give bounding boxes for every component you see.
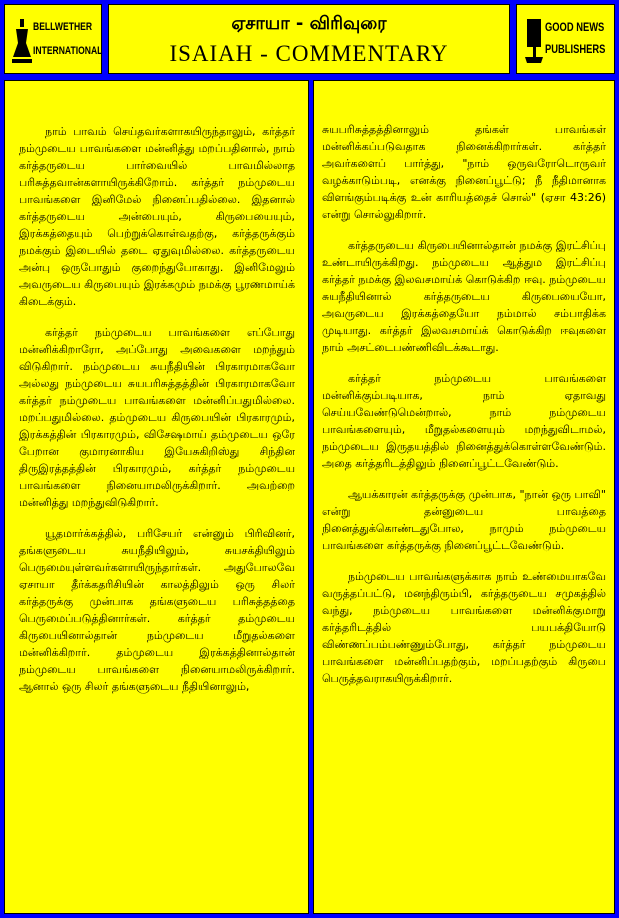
right-column [313,80,615,914]
book-icon [523,17,545,67]
good-news-logo [516,4,615,74]
paragraph: கர்த்தர் நம்முடைய பாவங்களை மன்னிக்கும்படியாக, நாம் ஏதாவது செய்யவேண்டுமென்றால், நாம் நம்முடைய பாவங்களையும், மீறுதல்களையும் மறந்துவிடாமல், நம்முடைய இருதயத்தில் நினைத்துக்கொள்ளவேண்டும். அதை கர்த்தரிடத்திலும் நினைப்பூட்டவேண்டும். [322,372,606,470]
paragraph: நாம் பாவம் செய்தவர்களாகயிருந்தாலும், கர்த்தர் நம்முடைய பாவங்களை மன்னித்து மறப்பதினால், நாம் கர்த்தருடைய பார்வையில் பாவமில்லாத பரிசுத்தவான்களாயிருக்கிறோம். கர்த்தர் நம்முடைய பாவங்களை இனிமேல் நினைப்பதில்லை. இதனால் கர்த்தருடைய அன்பையும், கிருபையையும், இரக்கத்தையும் பெற்றுக்கொள்வதற்கு, கர்த்தருக்கும் நமக்கும் இடையில் தடை ஏதுவுமில்லை. கர்த்தருடைய அன்பு ஒருபோதும் குறைந்துபோகாது. இனிமேலும் அவருடைய கிருபையும் இரக்கமும் நமக்கு பூரணமாய்க் கிடைக்கும். [19,125,295,308]
paragraph: கர்த்தருடைய கிருபையினால்தான் நமக்கு இரட்சிப்பு உண்டாயிருக்கிறது. நம்முடைய ஆத்தும இரட்சிப்பு கர்த்தர் நமக்கு இலவசமாய்க் கொடுக்கிற ஈவு. நம்முடைய சுயநீதியினால் கர்த்தருடைய கிருபையையோ, அவருடைய இரக்கத்தையோ நம்மால் சம்பாதிக்க முடியாது. கர்த்தர் இலவசமாய்க் கொடுக்கிற ஈவுகளை நாம் அசட்டைபண்ணிவிடக்கூடாது. [322,239,606,354]
title-tamil: ஏசாயா - விரிவுரை [231,13,387,34]
bell-icon [11,17,33,67]
paragraph: சுயபரிசுத்தத்தினாலும் தங்கள் பாவங்கள் மன்னிக்கப்படுவதாக நினைக்கிறார்கள். கர்த்தர் அவர்களைப் பார்த்து, "நாம் ஒருவரோடொருவர் வழக்காடும்படி, எனக்கு நினைப்பூட்டு; நீ நீதிமானாக விளங்கும்படிக்கு உன் காரியத்தைச் சொல்" (ஏசா 43:26) என்று சொல்லுகிறார். [322,123,606,221]
paragraph: யூதமார்க்கத்தில், பரிசேயர் என்னும் பிரிவினர், தங்களுடைய சுயநீதியிலும், சுயசக்தியிலும் பெருமையுள்ளவர்களாயிருந்தார்கள். அதுபோலவே ஏசாயா தீர்க்கதரிசியின் காலத்திலும் ஒரு சிலர் கர்த்தருக்கு முன்பாக தங்களுடைய பரிசுத்தத்தை பெருமைப்படுத்தினார்கள். கர்த்தர் தம்முடைய கிருபையினால்தான் நம்முடைய மீறுதல்களை மன்னிக்கிறார். தம்முடைய இரக்கத்தினால்தான் நம்முடைய பாவங்களை நினையாமலிருக்கிறார். ஆனால் ஒரு சிலர் தங்களுடைய நீதியினாலும், [19,527,295,693]
left-logo-line1: BELLWETHER [33,21,93,33]
left-logo-line2: INTERNATIONAL [33,45,103,57]
title-english: ISAIAH - COMMENTARY [169,41,449,66]
left-column [4,80,309,914]
bellwether-logo [4,4,102,74]
right-logo-line1: GOOD NEWS [545,20,605,34]
paragraph: கர்த்தர் நம்முடைய பாவங்களை எப்போது மன்னிக்கிறாரோ, அப்போது அவைகளை மறந்தும் விடுகிறார். நம்முடைய சுயநீதியின் பிரகாரமாகவோ அல்லது நம்முடைய சுயபரிசுத்தத்தின் பிரகாரமாகவோ கர்த்தர் நம்முடைய பாவங்களை மன்னிப்பதுமில்லை. மறப்பதுமில்லை. தம்முடைய கிருபையின் பிரகாரமும், இரக்கத்தின் பிரகாரமும், விசேஷமாய் தம்முடைய ஒரே பேறான குமாரனாகிய இயேசுகிறிஸ்து சிந்தின திருஇரத்தத்தின் பிரகாரமும், கர்த்தர் நம்முடைய பாவங்களை நினையாமலிருக்கிறார். அவற்றை மன்னித்து மறந்துவிடுகிறார். [19,326,295,509]
page-header [108,4,510,74]
paragraph: நம்முடைய பாவங்களுக்காக நாம் உண்மையாகவே வருத்தப்பட்டு, மனந்திரும்பி, கர்த்தருடைய சமுகத்தில் வந்து, நம்முடைய பாவங்களை மன்னிக்குமாறு கர்த்தரிடத்தில் பயபக்தியோடு விண்ணப்பம்பண்ணும்போது, கர்த்தர் நம்முடைய பாவங்களை மன்னிப்பதற்கும், மறப்பதற்கும் கிருபை பெருத்தவராகயிருக்கிறார். [322,570,606,685]
right-logo-line2: PUBLISHERS [545,42,606,56]
paragraph: ஆயக்காரன் கர்த்தருக்கு முன்பாக, "நான் ஒரு பாவி" என்று தன்னுடைய பாவத்தை நினைத்துக்கொண்டதுபோல, நாமும் நம்முடைய பாவங்களை கர்த்தருக்கு நினைப்பூட்டவேண்டும். [322,488,606,552]
